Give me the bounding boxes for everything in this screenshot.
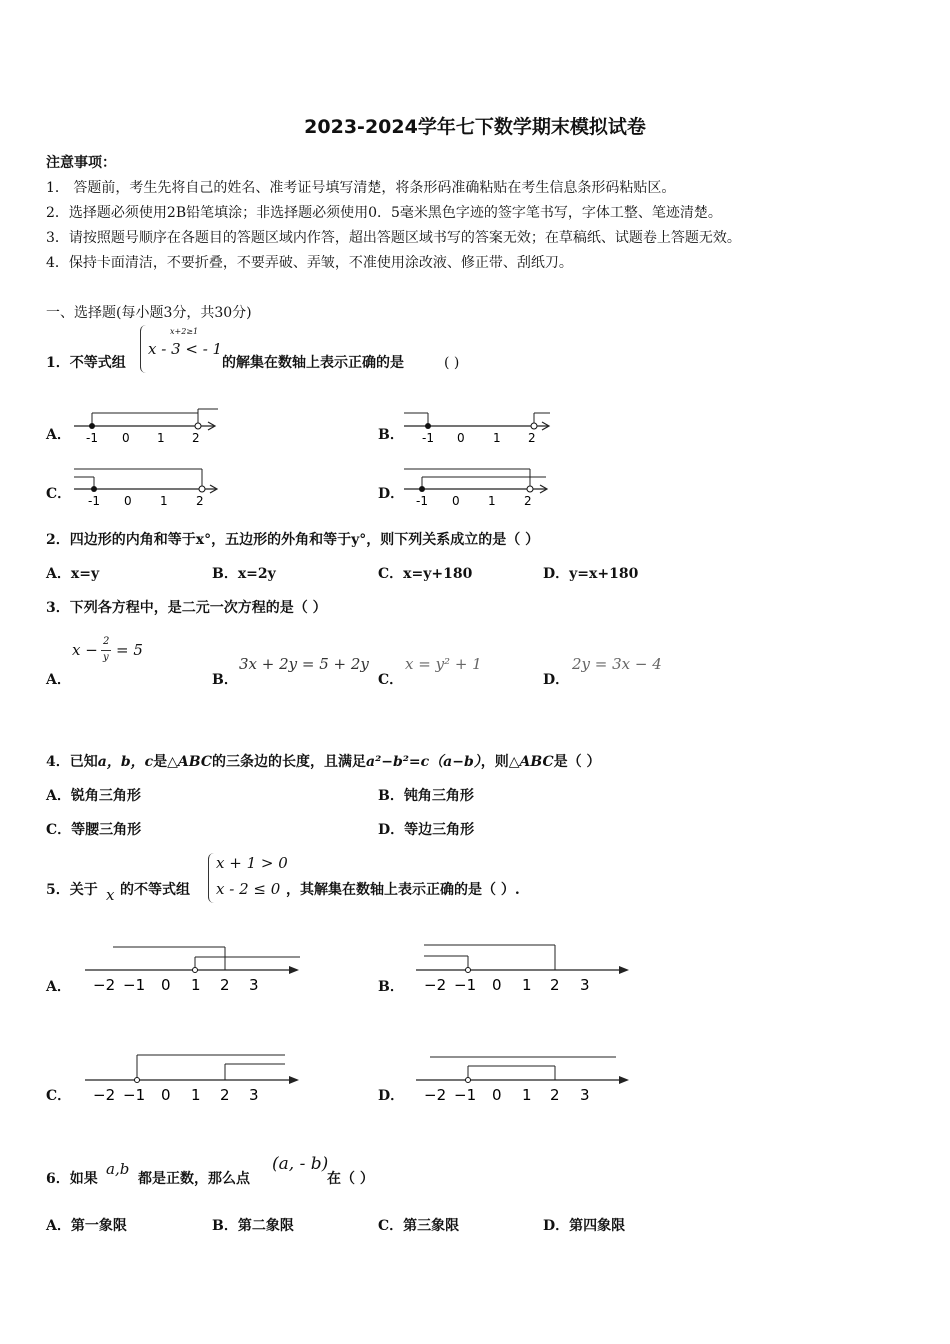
tick-label: 2: [550, 1086, 560, 1104]
notice-heading: 注意事项：: [46, 155, 116, 171]
tick-label: 2: [524, 494, 532, 508]
q4-option-a: A．锐角三角形: [46, 788, 141, 804]
q4-stem-part-5: 是（ ）: [553, 754, 601, 770]
notice-item-1: 1． 答题前，考生先将自己的姓名、准考证号填写清楚，将条形码准确粘贴在考生信息条形码粘贴区。: [46, 180, 676, 196]
q1-brace: [140, 325, 147, 373]
q4-stem-part-2: 是△: [153, 754, 178, 770]
tick-label: 0: [122, 431, 130, 445]
q6-suffix: 在（ ）: [327, 1171, 374, 1187]
tick-label: 1: [160, 494, 168, 508]
tick-label: 2: [220, 976, 230, 994]
q3-option-d-label: D．: [543, 672, 570, 688]
q5-number-line-b: [416, 940, 641, 996]
q5-option-a-label: A．: [46, 979, 71, 995]
q4-stem-part-4: ，则△: [480, 754, 520, 770]
q3-option-a-rhs: = 5: [116, 641, 143, 659]
q1-number-line-c: [70, 462, 230, 508]
q6-point: (a, - b): [272, 1154, 329, 1174]
q1-option-c-label: C．: [46, 486, 72, 502]
tick-label: 3: [249, 1086, 259, 1104]
q4-stem-part-1: 4．已知: [46, 754, 98, 770]
tick-label: 2: [528, 431, 536, 445]
tick-label: 1: [522, 976, 532, 994]
tick-label: -1: [416, 494, 428, 508]
q5-number-line-c: [85, 1048, 310, 1106]
tick-label: 1: [522, 1086, 532, 1104]
q4-option-d: D．等边三角形: [378, 822, 475, 838]
tick-label: 2: [192, 431, 200, 445]
q4-stem-equation: a²−b²=c（a−b）: [366, 754, 481, 770]
q1-option-b-label: B．: [378, 427, 404, 443]
tick-label: −1: [123, 976, 146, 994]
tick-label: −1: [454, 1086, 477, 1104]
q1-answer-paren: ( ): [444, 355, 460, 371]
q3-option-a-numerator: 2: [103, 636, 110, 647]
tick-label: 1: [191, 1086, 201, 1104]
tick-label: 2: [220, 1086, 230, 1104]
q3-option-c-label: C．: [378, 672, 404, 688]
tick-label: 0: [492, 1086, 502, 1104]
tick-label: −1: [123, 1086, 146, 1104]
q5-prefix: 5．关于: [46, 882, 98, 898]
q5-option-d-label: D．: [378, 1088, 405, 1104]
tick-label: 0: [457, 431, 465, 445]
tick-label: −2: [93, 1086, 116, 1104]
notice-item-4: 4．保持卡面清洁，不要折叠，不要弄破、弄皱，不准使用涂改液、修正带、刮纸刀。: [46, 255, 573, 271]
q2-option-d: D．y=x+180: [543, 566, 639, 582]
q4-stem-abc-2: ABC: [519, 754, 554, 770]
q5-suffix: ，其解集在数轴上表示正确的是（ ）.: [286, 882, 520, 898]
q5-brace: [208, 853, 215, 903]
q3-stem: 3．下列各方程中，是二元一次方程的是（ ）: [46, 600, 327, 616]
tick-label: −2: [93, 976, 116, 994]
tick-label: 0: [161, 1086, 171, 1104]
q1-option-d-label: D．: [378, 486, 405, 502]
q1-system-bottom: x - 3 < - 1: [148, 340, 223, 358]
tick-label: 0: [452, 494, 460, 508]
notice-item-3: 3．请按照题号顺序在各题目的答题区域内作答，超出答题区域书写的答案无效；在草稿纸、试题卷上答题无效。: [46, 230, 741, 246]
q2-option-b: B．x=2y: [212, 566, 276, 582]
tick-label: 0: [124, 494, 132, 508]
tick-label: -1: [86, 431, 98, 445]
q5-system-bottom: x - 2 ≤ 0: [216, 880, 281, 898]
q5-variable: x: [106, 886, 115, 904]
q5-number-line-d: [416, 1048, 641, 1106]
tick-label: 3: [580, 1086, 590, 1104]
q2-option-a: A．x=y: [46, 566, 100, 582]
tick-label: -1: [88, 494, 100, 508]
tick-label: 1: [191, 976, 201, 994]
section-heading: 一、选择题(每小题3分，共30分): [46, 305, 252, 321]
tick-label: −2: [424, 976, 447, 994]
q4-stem-vars: a，b，c: [97, 754, 154, 770]
q1-option-a-label: A．: [46, 427, 71, 443]
q6-option-c: C．第三象限: [378, 1218, 460, 1234]
q1-prefix: 1．不等式组: [46, 355, 126, 371]
q2-stem: 2．四边形的内角和等于x°，五边形的外角和等于y°，则下列关系成立的是（ ）: [46, 532, 540, 548]
q3-option-b-equation: 3x + 2y = 5 + 2y: [239, 655, 369, 673]
q6-option-d: D．第四象限: [543, 1218, 626, 1234]
tick-label: 0: [161, 976, 171, 994]
q1-number-line-d: [400, 462, 560, 508]
tick-label: 1: [493, 431, 501, 445]
q3-option-d-equation: 2y = 3x − 4: [572, 655, 662, 673]
q2-option-c: C．x=y+180: [378, 566, 473, 582]
notice-item-2: 2．选择题必须使用2B铅笔填涂；非选择题必须使用0．5毫米黑色字迹的签字笔书写，字体工整、笔迹清楚。: [46, 205, 722, 221]
q3-option-c-equation: x = y² + 1: [405, 655, 482, 673]
tick-label: 1: [157, 431, 165, 445]
q1-number-line-a: [70, 404, 230, 448]
q4-option-b: B．钝角三角形: [378, 788, 474, 804]
tick-label: −2: [424, 1086, 447, 1104]
tick-label: 2: [196, 494, 204, 508]
tick-label: 3: [580, 976, 590, 994]
q3-option-a-label: A．: [46, 672, 71, 688]
q1-system-top: x+2≥1: [170, 327, 199, 336]
tick-label: 2: [550, 976, 560, 994]
q3-option-b-label: B．: [212, 672, 238, 688]
q5-option-b-label: B．: [378, 979, 404, 995]
tick-label: 0: [492, 976, 502, 994]
q6-variables: a,b: [106, 1160, 130, 1178]
tick-label: 1: [488, 494, 496, 508]
q4-option-c: C．等腰三角形: [46, 822, 142, 838]
tick-label: −1: [454, 976, 477, 994]
q6-prefix: 6．如果: [46, 1171, 98, 1187]
q4-stem: [46, 751, 601, 771]
q4-stem-part-3: 的三条边的长度，且满足: [212, 754, 367, 770]
tick-label: 3: [249, 976, 259, 994]
q6-option-b: B．第二象限: [212, 1218, 294, 1234]
q3-option-a-fraction-bar: [101, 650, 111, 651]
q4-stem-abc: ABC: [177, 754, 213, 770]
q5-mid: 的不等式组: [120, 882, 190, 898]
q6-mid: 都是正数，那么点: [138, 1171, 250, 1187]
q6-option-a: A．第一象限: [46, 1218, 127, 1234]
q5-number-line-a: [85, 940, 310, 996]
q1-number-line-b: [400, 404, 560, 448]
page-title: 2023-2024学年七下数学期末模拟试卷: [304, 116, 646, 138]
tick-label: -1: [422, 431, 434, 445]
q3-option-a-lhs: x −: [72, 641, 98, 659]
q5-system-top: x + 1 > 0: [216, 854, 288, 872]
q3-option-a-denominator: y: [103, 652, 109, 663]
q5-option-c-label: C．: [46, 1088, 72, 1104]
q1-suffix: 的解集在数轴上表示正确的是: [222, 355, 404, 371]
